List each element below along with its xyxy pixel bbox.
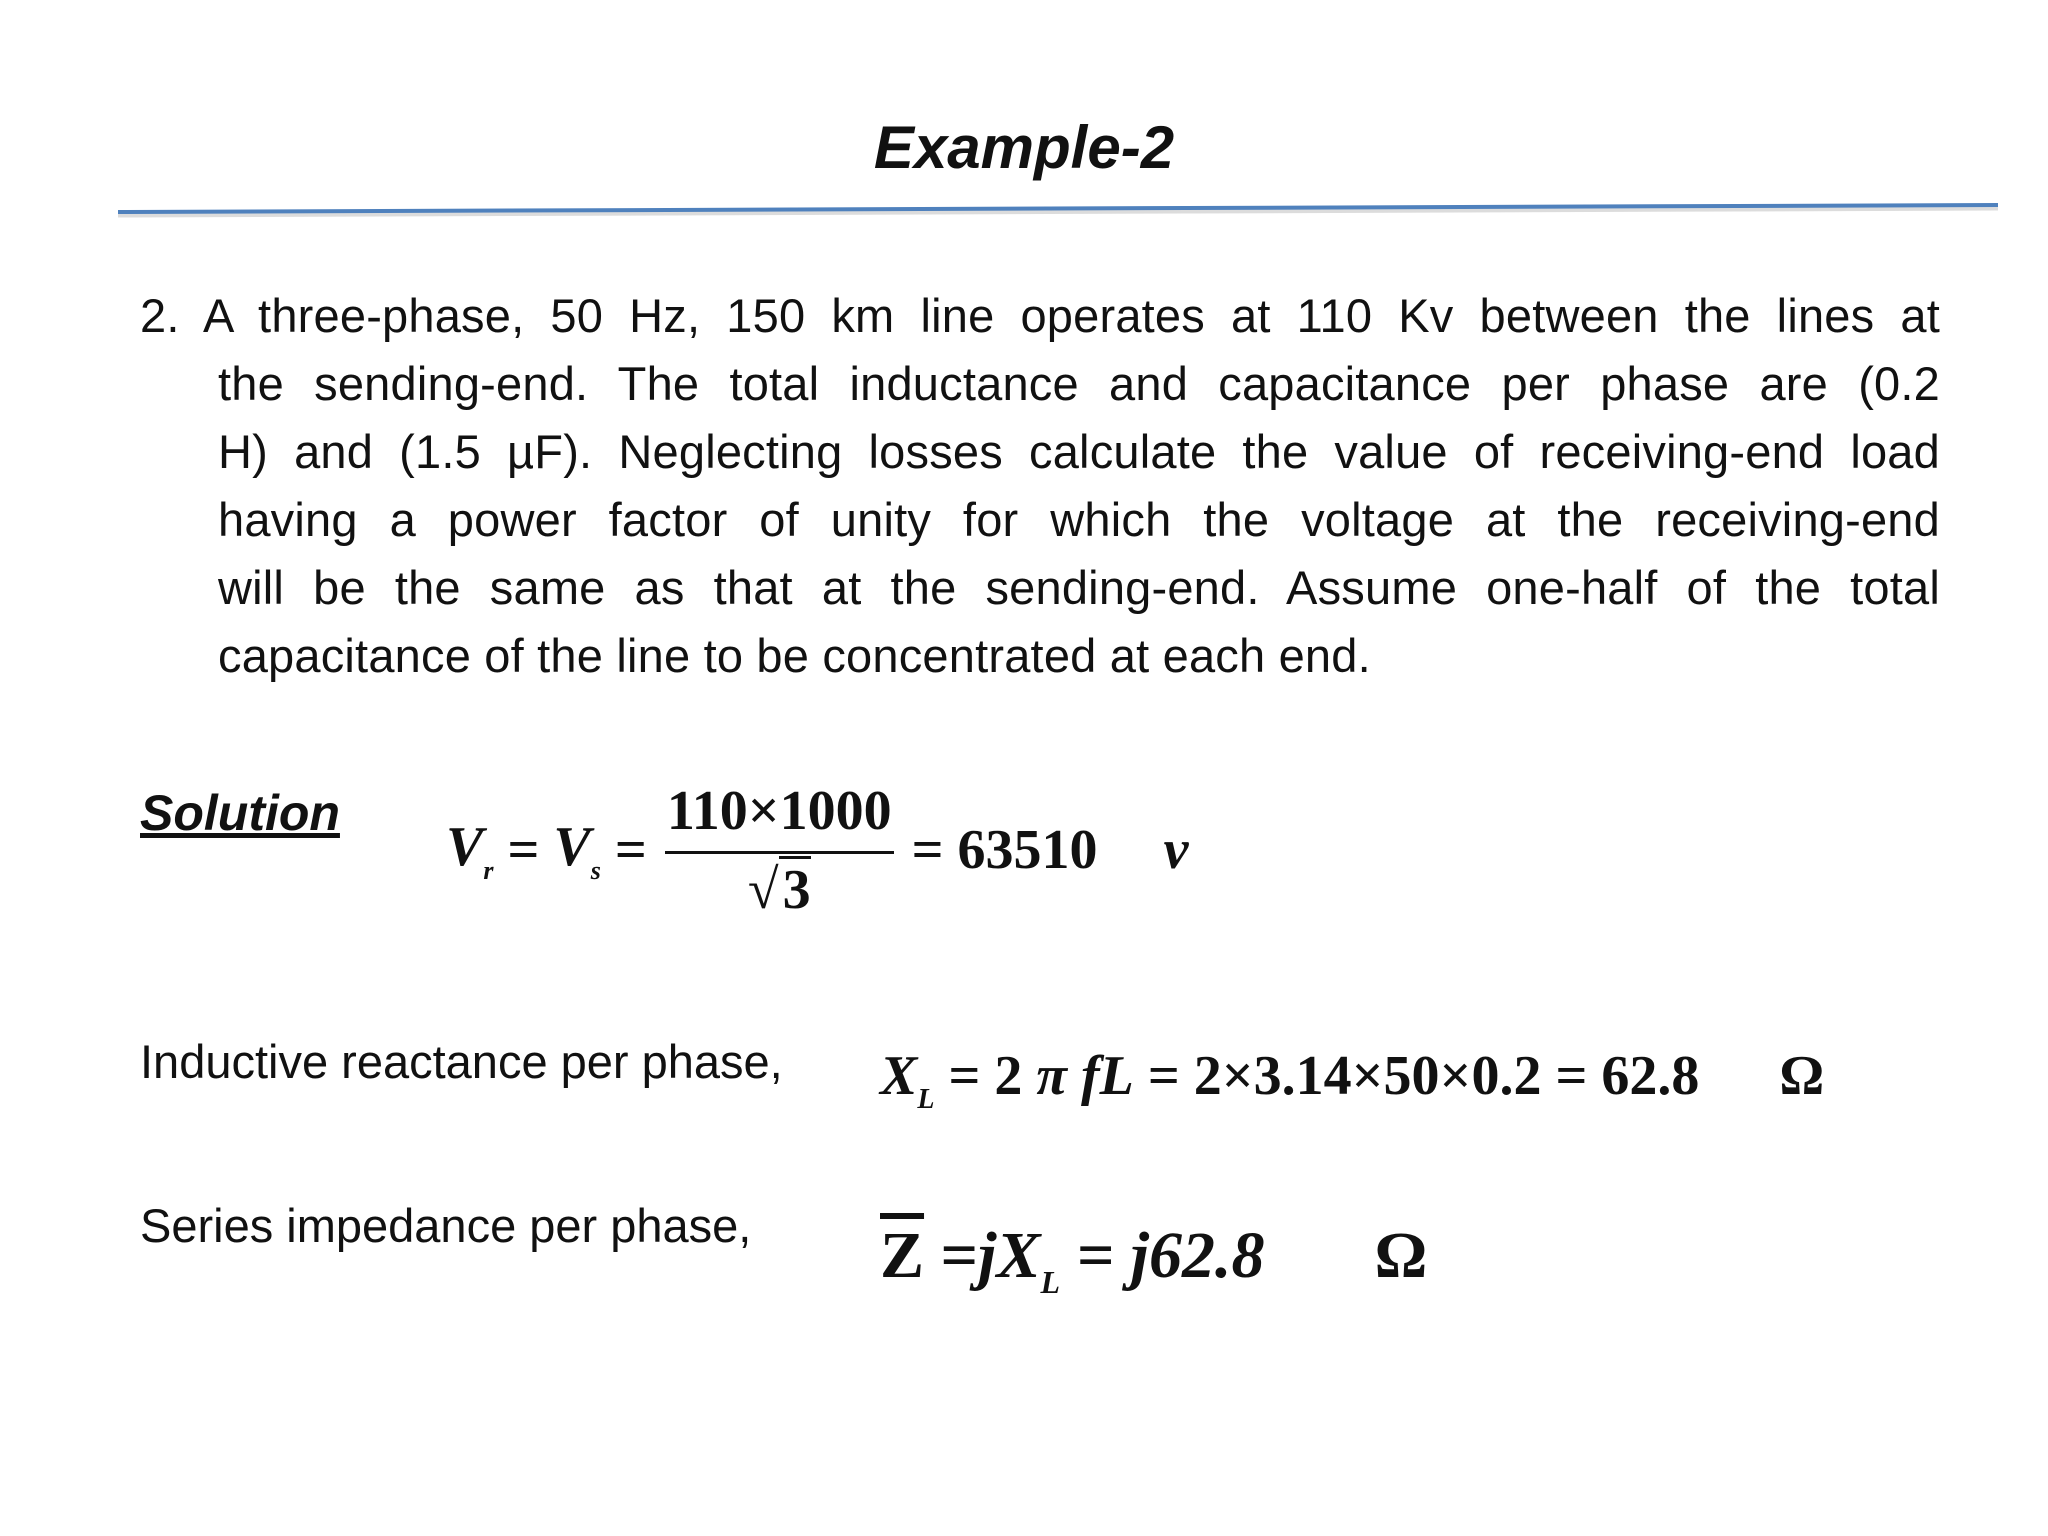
eq1-equals: =	[507, 819, 540, 881]
problem-line: capacitance of the line to be concentrated at each end.	[218, 629, 1371, 682]
eq1-v-r: $V_r$	[446, 815, 494, 885]
reactance-equation: $X_L = 2$ π fL = 2×3.14×50×0.2 = 62.8 Ω	[880, 1045, 1825, 1115]
eq1-denominator: √3	[748, 854, 811, 922]
problem-line: 2. A three-phase, 50 Hz, 150 km line operates at 110 Kv between the lines at	[140, 289, 1940, 342]
sqrt-symbol: √	[747, 858, 779, 921]
eq1-numerator: 110×1000	[665, 779, 894, 854]
eq1-equals: =	[614, 819, 647, 881]
problem-line: will be the same as that at the sending-end. Assume one-half of the total	[218, 561, 1940, 614]
problem-line: H) and (1.5 µF). Neglecting losses calculate the value of receiving-end load	[218, 425, 1940, 478]
problem-line: the sending-end. The total inductance and capacitance per phase are (0.2	[218, 357, 1940, 410]
solution-heading: Solution	[140, 785, 340, 841]
eq1-v-s: $V_s$	[553, 815, 601, 885]
voltage-equation	[446, 770, 1188, 930]
ohm-symbol: Ω	[1779, 1045, 1825, 1107]
ohm-symbol: Ω	[1374, 1219, 1428, 1292]
impedance-equation: $\overline{Z} =jX_L = j62.8$ Ω	[880, 1219, 1428, 1300]
problem-statement	[140, 282, 1940, 690]
eq1-unit: v	[1163, 819, 1189, 881]
impedance-label: Series impedance per phase,	[140, 1199, 752, 1252]
eq1-fraction	[665, 779, 894, 922]
eq1-result: = 63510	[911, 819, 1098, 881]
reactance-label: Inductive reactance per phase,	[140, 1035, 783, 1088]
problem-line: having a power factor of unity for which the voltage at the receiving-end	[218, 493, 1940, 546]
title-divider	[118, 203, 1998, 219]
slide-title: Example-2	[873, 114, 1175, 181]
